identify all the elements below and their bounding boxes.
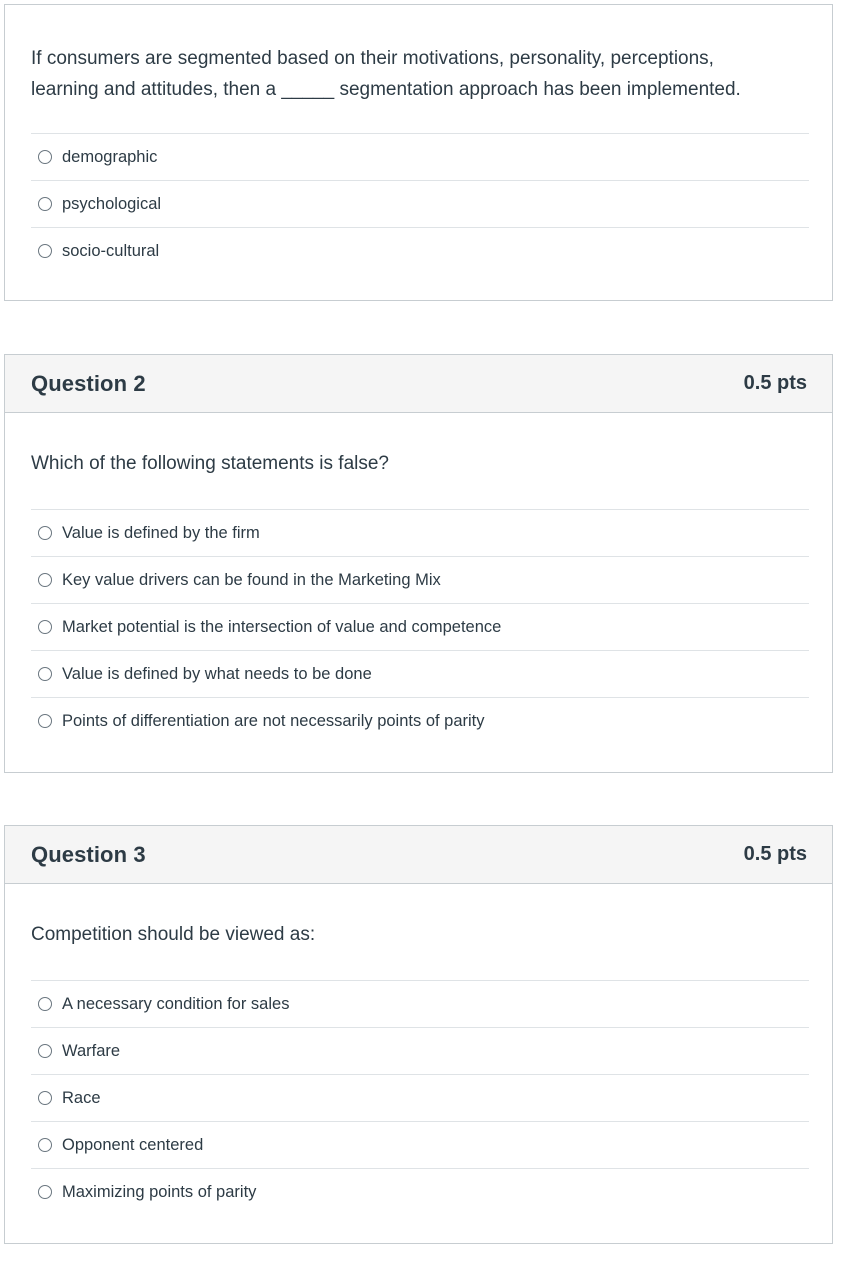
- answer-label: Warfare: [62, 1041, 121, 1060]
- answer-option[interactable]: [31, 697, 809, 744]
- answer-option[interactable]: [31, 180, 809, 227]
- question-2-answers: [31, 509, 809, 744]
- question-3-answers: [31, 980, 809, 1215]
- answer-option[interactable]: [31, 556, 809, 603]
- answer-option[interactable]: [31, 603, 809, 650]
- question-1-text-line1: If consumers are segmented based on their motivations, personality, perceptions,: [31, 48, 714, 69]
- radio-button[interactable]: [38, 526, 52, 540]
- question-1-card: [4, 4, 833, 301]
- answer-label: Points of differentiation are not necessarily points of parity: [62, 711, 485, 730]
- radio-button[interactable]: [38, 150, 52, 164]
- answer-label: demographic: [62, 147, 158, 166]
- question-1-answers: [31, 133, 809, 274]
- radio-button[interactable]: [38, 1044, 52, 1058]
- question-2-text: Which of the following statements is false?: [31, 453, 390, 474]
- question-3-card: [4, 825, 833, 1244]
- answer-label: Value is defined by what needs to be done: [62, 664, 372, 683]
- answer-option[interactable]: [31, 650, 809, 697]
- answer-label: Race: [62, 1088, 101, 1107]
- answer-option[interactable]: [31, 1168, 809, 1215]
- question-1-text-line2: learning and attitudes, then a _____ segmentation approach has been implemented.: [31, 79, 741, 100]
- answer-option[interactable]: [31, 1027, 809, 1074]
- radio-button[interactable]: [38, 244, 52, 258]
- answer-option[interactable]: [31, 980, 809, 1027]
- question-1-text: [31, 43, 806, 105]
- question-3-header: [5, 826, 832, 884]
- radio-button[interactable]: [38, 573, 52, 587]
- radio-button[interactable]: [38, 667, 52, 681]
- answer-label: Key value drivers can be found in the Marketing Mix: [62, 570, 441, 589]
- answer-option[interactable]: [31, 227, 809, 274]
- question-2-header: [5, 355, 832, 413]
- answer-label: A necessary condition for sales: [62, 994, 290, 1013]
- radio-button[interactable]: [38, 1138, 52, 1152]
- radio-button[interactable]: [38, 1185, 52, 1199]
- answer-option[interactable]: [31, 509, 809, 556]
- answer-option[interactable]: [31, 1121, 809, 1168]
- answer-option[interactable]: [31, 1074, 809, 1121]
- answer-label: Maximizing points of parity: [62, 1182, 257, 1201]
- answer-label: Opponent centered: [62, 1135, 204, 1154]
- question-3-title: Question 3: [31, 841, 146, 867]
- answer-label: Market potential is the intersection of value and competence: [62, 617, 502, 636]
- question-3-points: 0.5 pts: [743, 843, 807, 865]
- radio-button[interactable]: [38, 620, 52, 634]
- radio-button[interactable]: [38, 1091, 52, 1105]
- radio-button[interactable]: [38, 997, 52, 1011]
- answer-option[interactable]: [31, 133, 809, 180]
- radio-button[interactable]: [38, 714, 52, 728]
- answer-label: psychological: [62, 194, 162, 213]
- answer-label: socio-cultural: [62, 241, 160, 260]
- radio-button[interactable]: [38, 197, 52, 211]
- question-2-card: [4, 354, 833, 773]
- answer-label: Value is defined by the firm: [62, 523, 260, 542]
- question-2-title: Question 2: [31, 370, 146, 396]
- question-3-text: Competition should be viewed as:: [31, 924, 316, 945]
- question-2-points: 0.5 pts: [743, 372, 807, 394]
